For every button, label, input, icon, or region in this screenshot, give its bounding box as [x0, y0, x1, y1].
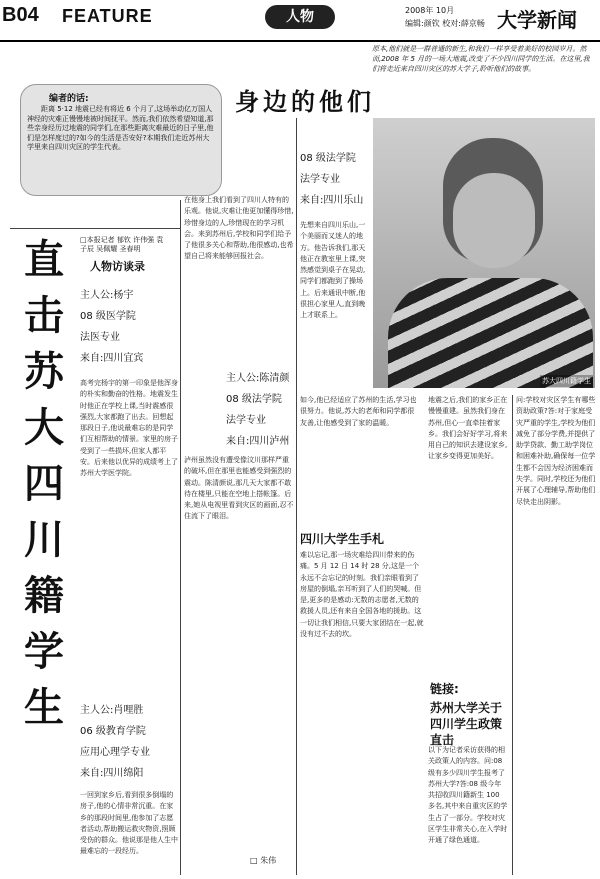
article-column: 在他身上我们看到了四川人特有的乐观。他说,灾难让他更加懂得珍惜,珍惜身边的人,珍惜现在的学习机会。来到苏州后,学校和同学们给予了他很多关心和帮助,他很感动,也希望自己将来能够回报社会。	[184, 196, 294, 261]
column-divider	[296, 118, 297, 875]
policy-link-label: 链接:	[430, 682, 459, 696]
feature-subhead: 人物访谈录	[90, 260, 145, 273]
profile-major: 法学专业	[300, 174, 340, 185]
page-number: B04	[2, 4, 39, 26]
profile-major: 应用心理学专业	[80, 747, 150, 758]
photo-face	[453, 173, 535, 268]
article-column: 如今,他已经适应了苏州的生活,学习也很努力。他说,苏大的老师和同学都很友善,让他感受到了家的温暖。	[300, 396, 417, 427]
profile-from: 来自:四川绵阳	[80, 768, 144, 779]
article-column: 地震之后,我们的家乡正在慢慢重建。虽然我们身在苏州,但心一直牵挂着家乡。我们会好好学习,将来用自己的知识去建设家乡,让家乡变得更加美好。	[428, 396, 508, 461]
issue-date: 2008年 10月	[405, 6, 455, 15]
profile-name: 主人公:杨宇	[80, 290, 134, 301]
column-divider	[180, 200, 181, 875]
photo-caption: 苏大四川籍学生	[542, 377, 591, 385]
article-column: 难以忘记,那一场灾难给四川带来的伤痛。5 月 12 日 14 时 28 分,这是一个永远不会忘记的时刻。我们亲眼看到了房屋的倒塌,亲耳听到了人们的哭喊。但是,更多的是感动:无数的志愿者,无数的救援人员,还有来自全国各地的援助。这一切让我们相信,只要大家团结在一起,就没有过不去的坎。	[300, 551, 424, 639]
photo-shirt	[388, 278, 593, 388]
rule	[10, 228, 180, 229]
profile-school: 06 级教育学院	[80, 726, 146, 737]
section-label: FEATURE	[62, 6, 153, 26]
paper-name: 大学新闻	[497, 8, 577, 32]
page-header	[0, 0, 600, 42]
blog-section-title: 四川大学生手札	[300, 532, 385, 546]
article-column: 问:学校对灾区学生有哪些资助政策?答:对于家庭受灾严重的学生,学校为他们减免了部分学费,并提供了助学贷款、勤工助学岗位和困难补助,确保每一位学生都不会因为经济困难而失学。同时,学校还为他们开展了心理辅导,帮助他们尽快走出阴影。	[516, 396, 596, 506]
profile-from: 来自:四川宜宾	[80, 353, 144, 364]
category-badge: 人物	[265, 5, 335, 29]
main-headline: 身边的他们	[235, 88, 375, 116]
column-divider	[512, 395, 513, 875]
editor-note-title: 编者的话:	[49, 94, 89, 104]
profile-school: 08 级法学院	[300, 153, 356, 164]
author-byline: □ 朱伟	[250, 856, 277, 865]
article-column: 以下为记者采访获得的相关政策人的内容。问:08 级有多少四川学生报考了苏州大学?答:08 级今年共招收四川籍新生 100 多名,其中来自重灾区的学生占了一部分。学校对灾区学生非常关心,在入学时开通了绿色通道。	[428, 746, 508, 845]
profile-name: 主人公:陈清颜	[226, 373, 290, 384]
feature-title: 直击苏大四川籍学生	[24, 236, 64, 731]
profile-block	[300, 148, 370, 211]
profile-block	[80, 285, 178, 369]
policy-section-title: 苏州大学关于四川学生政策直击	[430, 701, 503, 747]
profile-block	[80, 700, 178, 784]
profile-from: 来自:四川乐山	[300, 195, 364, 206]
article-column: 泸州虽然没有遭受像汶川那样严重的破坏,但在那里也能感受到强烈的震动。陈清颜说,那几天大家都不敢待在楼里,只能在空地上搭帐篷。后来,她从电视里看到灾区的画面,忍不住流下了眼泪。	[184, 456, 294, 521]
reporter-credit: □本报记者 郁钦 许伟强 袁子辰 吴佩耀 圣春明	[80, 236, 164, 253]
article-column: 先想来自四川乐山,一个美丽而又迷人的地方。他告诉我们,那天他正在教室里上课,突然感觉到桌子在晃动,同学们都跑到了操场上。后来通讯中断,他很担心家里人,直到晚上才联系上。	[300, 221, 366, 320]
article-column: 一回到家乡后,看到很多倒塌的房子,他的心情非常沉重。在家乡的那段时间里,他参加了志愿者活动,帮助搬运救灾物资,照顾受伤的群众。他说那是他人生中最难忘的一段经历。	[80, 791, 178, 856]
profile-major: 法学专业	[226, 415, 266, 426]
article-column: 高考完杨宇的第一印象是他浑身的朴实和勤奋的性格。地震发生时他正在学校上课,当时震感很强烈,大家都跑了出去。回想起那段日子,他说最难忘的是同学们互相帮助的情景。家里的房子受到了一些损坏,但家人都平安。后来他以优异的成绩考上了苏州大学医学院。	[80, 379, 178, 478]
profile-block	[226, 368, 296, 452]
editor-note-box	[20, 84, 222, 196]
staff-credit: 编辑:颜钦 校对:薛京畅	[405, 19, 485, 28]
profile-major: 法医专业	[80, 332, 120, 343]
editor-note-body: 距离 5·12 地震已经有将近 6 个月了,这场举动亿万国人神经的灾难正慢慢地被时间抚平。然而,我们依然希望知道,那些亲身经历过地震的同学们,在那些距离灾难最近的日子里,他们是怎样度过的?如今的生活是否安好?本期我们走近苏州大学里来自四川灾区的学生代表。	[27, 105, 214, 151]
student-photo	[373, 118, 595, 388]
profile-name: 主人公:肖哩胜	[80, 705, 144, 716]
profile-school: 08 级法学院	[226, 394, 282, 405]
profile-school: 08 级医学院	[80, 311, 136, 322]
profile-from: 来自:四川泸州	[226, 436, 290, 447]
top-note: 原本,他们就是一群普通的新生,和我们一样享受着美好的校园岁月。然而,2008 年 5 月的一场大地震,改变了不少四川同学的生活。在这里,我们将走近来自四川灾区的苏大学子,聆听他们的故事。	[372, 45, 590, 73]
